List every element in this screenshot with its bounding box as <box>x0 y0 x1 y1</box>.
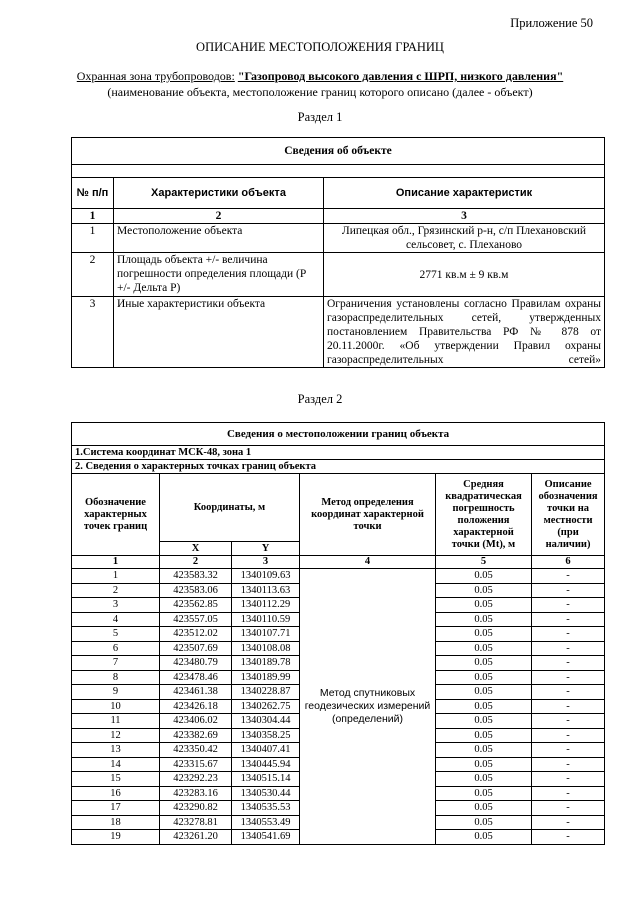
point-number: 10 <box>72 699 160 714</box>
point-y: 1340262.75 <box>232 699 300 714</box>
point-number: 15 <box>72 772 160 787</box>
point-error: 0.05 <box>436 641 532 656</box>
point-x: 423557.05 <box>160 612 232 627</box>
point-description: - <box>532 757 605 772</box>
object-info-title: Сведения об объекте <box>72 138 605 165</box>
point-number: 16 <box>72 786 160 801</box>
col-number-index: 1 <box>72 209 114 224</box>
point-y: 1340530.44 <box>232 786 300 801</box>
point-description: - <box>532 830 605 845</box>
point-y: 1340304.44 <box>232 714 300 729</box>
col-characteristic-header: Характеристики объекта <box>114 178 324 209</box>
point-x: 423562.85 <box>160 598 232 613</box>
point-error: 0.05 <box>436 612 532 627</box>
object-name: "Газопровод высокого давления с ШРП, низкого давления" <box>237 69 564 83</box>
col-number-header: № п/п <box>72 178 114 209</box>
point-y: 1340189.78 <box>232 656 300 671</box>
point-description: - <box>532 627 605 642</box>
point-number: 14 <box>72 757 160 772</box>
point-y: 1340108.08 <box>232 641 300 656</box>
point-y: 1340407.41 <box>232 743 300 758</box>
point-number: 17 <box>72 801 160 816</box>
row-number: 3 <box>72 297 114 368</box>
point-number: 3 <box>72 598 160 613</box>
zone-label: Охранная зона трубопроводов: <box>76 69 235 83</box>
object-line <box>0 69 640 84</box>
point-y: 1340358.25 <box>232 728 300 743</box>
points-body <box>72 569 605 845</box>
object-info-table <box>71 137 605 368</box>
point-method: Метод спутниковых геодезических измерений (определений) <box>300 569 436 845</box>
point-description: - <box>532 714 605 729</box>
point-error: 0.05 <box>436 801 532 816</box>
point-x: 423426.18 <box>160 699 232 714</box>
point-error: 0.05 <box>436 714 532 729</box>
point-error: 0.05 <box>436 772 532 787</box>
col-number-index: 1 <box>72 556 160 569</box>
point-x: 423512.02 <box>160 627 232 642</box>
point-x: 423350.42 <box>160 743 232 758</box>
section1-heading: Раздел 1 <box>297 110 343 124</box>
point-number: 18 <box>72 815 160 830</box>
document-title: ОПИСАНИЕ МЕСТОПОЛОЖЕНИЯ ГРАНИЦ <box>196 40 444 54</box>
col-number-index: 6 <box>532 556 605 569</box>
point-description: - <box>532 569 605 584</box>
col-y-header: Y <box>232 542 300 556</box>
row-number: 2 <box>72 253 114 297</box>
point-x: 423480.79 <box>160 656 232 671</box>
col-x-header: X <box>160 542 232 556</box>
point-error: 0.05 <box>436 598 532 613</box>
coord-system-label: 1.Система координат МСК-48, зона 1 <box>72 446 605 460</box>
boundary-table-title: Сведения о местоположении границ объекта <box>72 423 605 446</box>
point-description: - <box>532 743 605 758</box>
object-note: (наименование объекта, местоположение границ которого описано (далее - объект) <box>107 85 533 99</box>
point-number: 11 <box>72 714 160 729</box>
point-x: 423292.23 <box>160 772 232 787</box>
point-description: - <box>532 772 605 787</box>
table-row <box>72 569 605 584</box>
table-row <box>72 224 605 253</box>
col-number-index: 3 <box>232 556 300 569</box>
point-y: 1340107.71 <box>232 627 300 642</box>
point-x: 423283.16 <box>160 786 232 801</box>
table-row <box>72 253 605 297</box>
point-description: - <box>532 612 605 627</box>
col-error-header: Средняя квадратическая погрешность положения характерной точки (Mt), м <box>436 474 532 556</box>
point-y: 1340515.14 <box>232 772 300 787</box>
point-error: 0.05 <box>436 786 532 801</box>
point-y: 1340553.49 <box>232 815 300 830</box>
point-number: 2 <box>72 583 160 598</box>
point-x: 423278.81 <box>160 815 232 830</box>
point-description: - <box>532 656 605 671</box>
point-number: 1 <box>72 569 160 584</box>
point-number: 19 <box>72 830 160 845</box>
point-error: 0.05 <box>436 569 532 584</box>
appendix-label: Приложение 50 <box>510 16 593 30</box>
point-x: 423406.02 <box>160 714 232 729</box>
row-characteristic: Площадь объекта +/- величина погрешности определения площади (Р +/- Дельта Р) <box>114 253 324 297</box>
point-description: - <box>532 786 605 801</box>
row-number: 1 <box>72 224 114 253</box>
col-number-index: 4 <box>300 556 436 569</box>
point-description: - <box>532 801 605 816</box>
point-error: 0.05 <box>436 699 532 714</box>
point-y: 1340109.63 <box>232 569 300 584</box>
point-number: 7 <box>72 656 160 671</box>
point-x: 423507.69 <box>160 641 232 656</box>
point-number: 4 <box>72 612 160 627</box>
point-description: - <box>532 598 605 613</box>
point-description: - <box>532 641 605 656</box>
row-description: Липецкая обл., Грязинский р-н, с/п Плехановский сельсовет, с. Плеханово <box>324 224 605 253</box>
col-method-header: Метод определения координат характерной точки <box>300 474 436 556</box>
point-y: 1340112.29 <box>232 598 300 613</box>
point-description: - <box>532 815 605 830</box>
col-designation-header: Обозначение характерных точек границ <box>72 474 160 556</box>
section2-heading: Раздел 2 <box>297 392 343 406</box>
point-x: 423315.67 <box>160 757 232 772</box>
point-number: 9 <box>72 685 160 700</box>
boundary-points-table <box>71 422 605 845</box>
points-section-label: 2. Сведения о характерных точках границ объекта <box>72 460 605 474</box>
point-description: - <box>532 685 605 700</box>
row-description: Ограничения установлены согласно Правилам охраны газораспределительных сетей, утвержденных постановлением Правительства РФ № 878 от 20.11.2000г. «Об утверждении Правил охраны газораспределительных сетей» <box>324 297 605 368</box>
point-error: 0.05 <box>436 815 532 830</box>
point-description: - <box>532 699 605 714</box>
col-description-header: Описание обозначения точки на местности (при наличии) <box>532 474 605 556</box>
point-number: 13 <box>72 743 160 758</box>
point-description: - <box>532 670 605 685</box>
point-x: 423583.06 <box>160 583 232 598</box>
col-number-index: 2 <box>160 556 232 569</box>
point-error: 0.05 <box>436 627 532 642</box>
col-number-index: 3 <box>324 209 605 224</box>
point-number: 6 <box>72 641 160 656</box>
point-number: 8 <box>72 670 160 685</box>
point-error: 0.05 <box>436 583 532 598</box>
point-description: - <box>532 728 605 743</box>
table-row <box>72 297 605 368</box>
point-description: - <box>532 583 605 598</box>
col-description-header: Описание характеристик <box>324 178 605 209</box>
point-y: 1340110.59 <box>232 612 300 627</box>
point-x: 423261.20 <box>160 830 232 845</box>
row-characteristic: Местоположение объекта <box>114 224 324 253</box>
point-error: 0.05 <box>436 656 532 671</box>
point-y: 1340189.99 <box>232 670 300 685</box>
point-x: 423290.82 <box>160 801 232 816</box>
point-error: 0.05 <box>436 728 532 743</box>
point-number: 12 <box>72 728 160 743</box>
point-x: 423461.38 <box>160 685 232 700</box>
col-coords-header: Координаты, м <box>160 474 300 542</box>
point-error: 0.05 <box>436 830 532 845</box>
point-error: 0.05 <box>436 743 532 758</box>
point-y: 1340541.69 <box>232 830 300 845</box>
point-y: 1340228.87 <box>232 685 300 700</box>
point-number: 5 <box>72 627 160 642</box>
point-error: 0.05 <box>436 685 532 700</box>
point-x: 423583.32 <box>160 569 232 584</box>
point-x: 423382.69 <box>160 728 232 743</box>
point-x: 423478.46 <box>160 670 232 685</box>
row-description: 2771 кв.м ± 9 кв.м <box>324 253 605 297</box>
row-characteristic: Иные характеристики объекта <box>114 297 324 368</box>
point-y: 1340445.94 <box>232 757 300 772</box>
spacer-row <box>72 165 605 178</box>
point-y: 1340113.63 <box>232 583 300 598</box>
point-error: 0.05 <box>436 757 532 772</box>
col-number-index: 2 <box>114 209 324 224</box>
point-y: 1340535.53 <box>232 801 300 816</box>
point-error: 0.05 <box>436 670 532 685</box>
col-number-index: 5 <box>436 556 532 569</box>
